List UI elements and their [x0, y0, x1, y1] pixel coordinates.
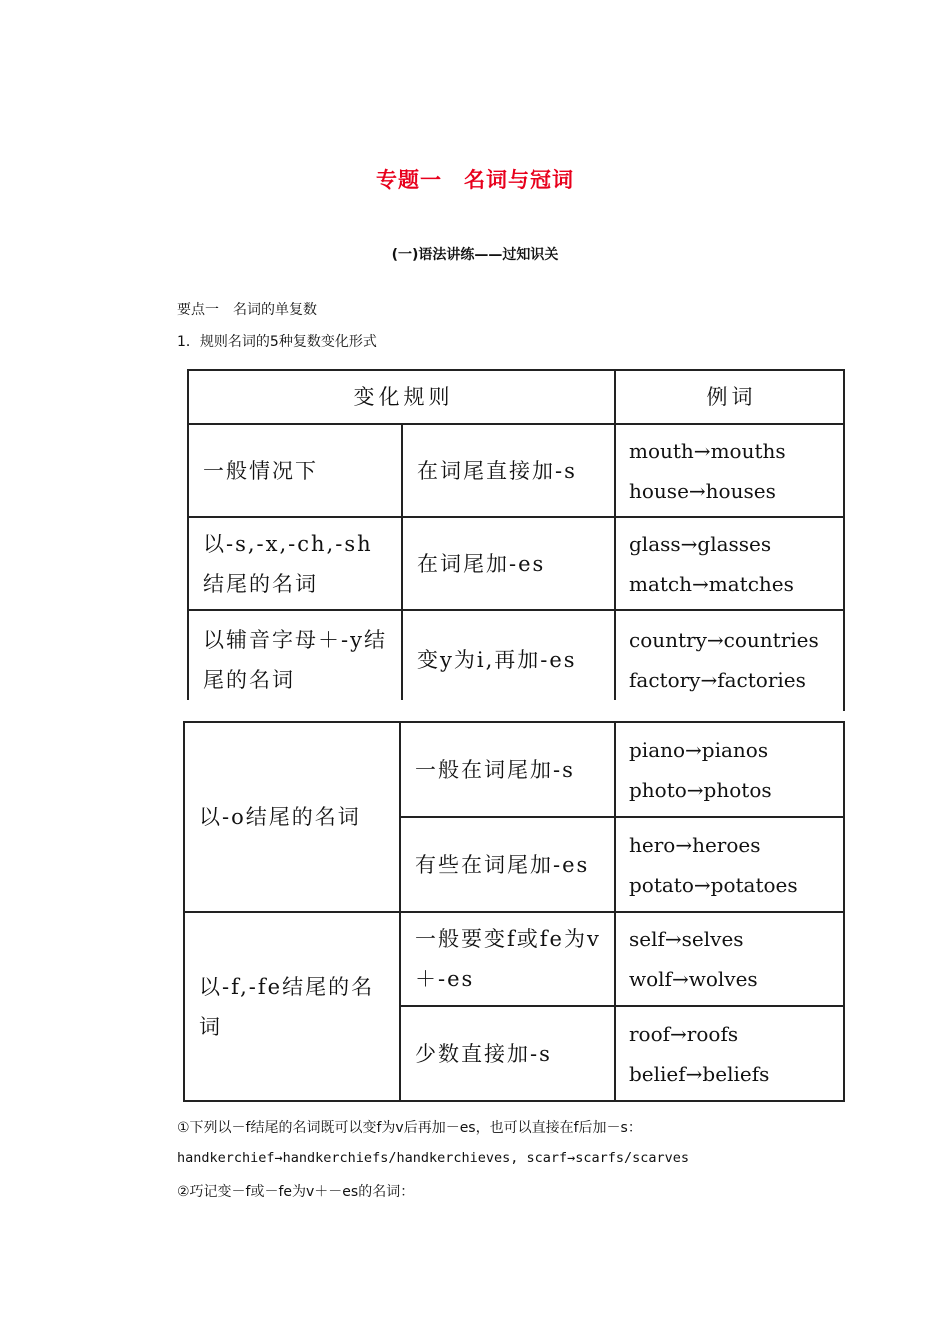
- rule-text: 在词尾直接加-s: [402, 424, 615, 517]
- rule-text: 一般在词尾加-s: [400, 722, 615, 817]
- example-word: country→countries: [629, 628, 819, 652]
- example-cell: [615, 517, 844, 610]
- example-word: roof→roofs: [629, 1021, 739, 1046]
- rule-text: 少数直接加-s: [400, 1006, 615, 1101]
- header-rule: 变化规则: [188, 370, 615, 424]
- rule-category: 以-f,-fe结尾的名词: [184, 912, 400, 1101]
- item-heading: 1．规则名词的5种复数变化形式: [177, 334, 377, 350]
- example-cell: [615, 1006, 844, 1101]
- point-heading: 要点一 名词的单复数: [177, 302, 317, 318]
- header-examples: 例词: [615, 370, 844, 424]
- example-word: piano→pianos: [629, 737, 769, 762]
- page-title: 专题一 名词与冠词: [376, 168, 574, 192]
- table-row: [188, 610, 844, 710]
- table-row: [188, 424, 844, 517]
- example-word: hero→heroes: [629, 832, 761, 857]
- example-word: glass→glasses: [629, 531, 772, 556]
- rule-category: 一般情况下: [188, 424, 402, 517]
- example-word: potato→potatoes: [629, 872, 798, 897]
- example-cell: [615, 722, 844, 817]
- plural-rules-table-bottom: [183, 721, 845, 1102]
- example-cell: [615, 424, 844, 517]
- rule-text: 有些在词尾加-es: [400, 817, 615, 912]
- example-word: photo→photos: [629, 777, 772, 802]
- example-word: self→selves: [629, 927, 744, 951]
- rule-text: 在词尾加-es: [402, 517, 615, 610]
- example-word: mouth→mouths: [629, 438, 786, 463]
- section-subtitle: (一)语法讲练——过知识关: [391, 247, 559, 263]
- note-2: ②巧记变－f或－fe为v＋－es的名词：: [177, 1184, 415, 1200]
- example-word: match→matches: [629, 571, 794, 596]
- table-row: [188, 517, 844, 610]
- rule-category: 以辅音字母＋-y结尾的名词: [188, 610, 402, 710]
- table-row: [184, 912, 844, 1006]
- rule-category: 以-s,-x,-ch,-sh结尾的名词: [188, 517, 402, 610]
- example-word: belief→beliefs: [629, 1061, 770, 1086]
- table-header-row: [188, 370, 844, 424]
- note-1: ①下列以－f结尾的名词既可以变f为v后再加－es，也可以直接在f后加－s：: [177, 1120, 642, 1136]
- table-row: [184, 722, 844, 817]
- note-1-examples: handkerchief→handkerchiefs/handkerchieves, scarf→scarfs/scarves: [177, 1150, 690, 1166]
- page-break-gap: [187, 700, 843, 714]
- example-cell: [615, 610, 844, 710]
- plural-rules-table-top: [187, 369, 845, 711]
- example-word: wolf→wolves: [629, 967, 758, 991]
- rule-text: 变y为i,再加-es: [402, 610, 615, 710]
- rule-category: 以-o结尾的名词: [184, 722, 400, 912]
- rule-text: 一般要变f或fe为v＋-es: [400, 912, 615, 1006]
- example-cell: [615, 912, 844, 1006]
- example-word: house→houses: [629, 478, 776, 503]
- example-word: factory→factories: [629, 668, 806, 692]
- example-cell: [615, 817, 844, 912]
